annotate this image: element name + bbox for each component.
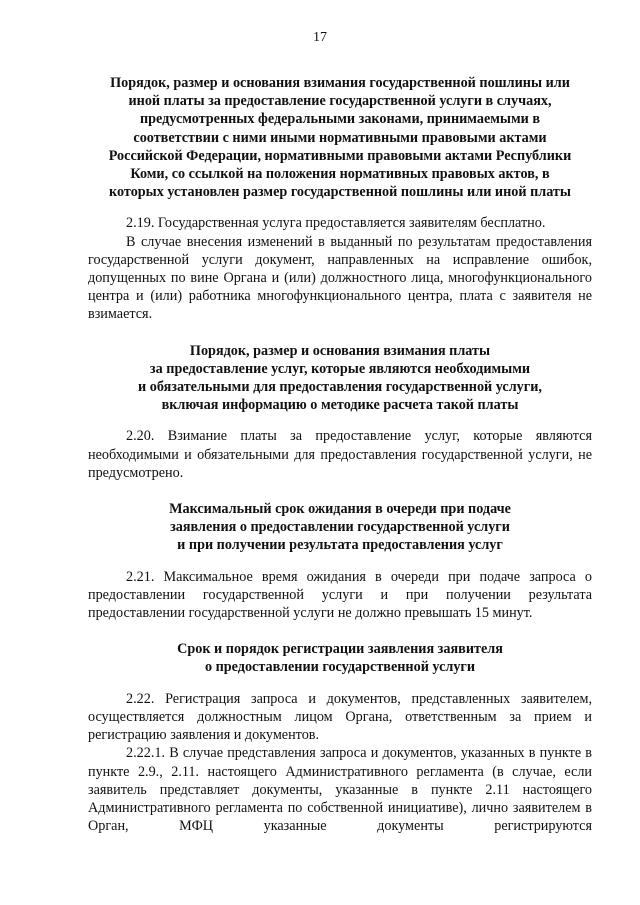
paragraph-2-22-1: 2.22.1. В случае представления запроса и документов, указанных в пункте в пункте 2.9., 2.11. настоящего Административного регламента (в случае, если заявитель представляет документы, указанные в пункте 2.11 настоящего Административного регламента по собственной инициативе), лично заявителем в Орган, МФЦ указанные документы регистрируются bbox=[88, 745, 592, 835]
paragraph-2-20: 2.20. Взимание платы за предоставление услуг, которые являются необходимыми и обязательными для предоставления государственной услуги, не предусмотрено. bbox=[88, 428, 592, 481]
heading-line: и обязательными для предоставления государственной услуги, bbox=[138, 379, 542, 396]
paragraph-2-19-correction: В случае внесения изменений в выданный по результатам предоставления государственной услуги документ, направленных на исправление ошибок, допущенных по вине Органа и (или) должностного лица, многофункционального центра и (или) работника многофункционального центра, плата с заявителя не взимается. bbox=[88, 233, 592, 323]
section-heading-registration bbox=[88, 640, 592, 676]
heading-line: Порядок, размер и основания взимания государственной пошлины или bbox=[110, 75, 570, 91]
section-heading-fee bbox=[88, 74, 592, 201]
heading-line: заявления о предоставлении государственной услуги bbox=[170, 519, 510, 536]
heading-line: Максимальный срок ожидания в очереди при подаче bbox=[169, 501, 511, 518]
heading-line: за предоставление услуг, которые являются необходимыми bbox=[149, 360, 531, 377]
page-number: 17 bbox=[313, 30, 327, 45]
heading-line: Порядок, размер и основания взимания платы bbox=[189, 342, 491, 359]
heading-line: и при получении результата предоставления услуг bbox=[177, 537, 503, 554]
heading-line: включая информацию о методике расчета такой платы bbox=[161, 397, 519, 414]
section-heading-service-fee bbox=[88, 342, 592, 415]
heading-line: предусмотренных федеральными законами, принимаемыми в bbox=[139, 111, 541, 128]
heading-line: соответствии с ними иными нормативными правовыми актами bbox=[133, 129, 547, 146]
heading-line: Срок и порядок регистрации заявления заявителя bbox=[177, 641, 503, 658]
document-body bbox=[88, 74, 592, 835]
heading-line: иной платы за предоставление государственной услуги в случаях, bbox=[128, 93, 552, 110]
heading-line: Российской Федерации, нормативными правовыми актами Республики bbox=[108, 147, 572, 164]
paragraph-2-19: 2.19. Государственная услуга предоставляется заявителям бесплатно. bbox=[126, 215, 546, 232]
heading-line: которых установлен размер государственной пошлины или иной платы bbox=[109, 184, 571, 201]
heading-line: Коми, со ссылкой на положения нормативных правовых актов, в bbox=[130, 166, 550, 183]
heading-line: о предоставлении государственной услуги bbox=[204, 659, 476, 676]
section-heading-queue-time bbox=[88, 500, 592, 555]
paragraph-2-22: 2.22. Регистрация запроса и документов, представленных заявителем, осуществляется должностным лицом Органа, ответственным за прием и регистрацию заявления и документов. bbox=[88, 690, 592, 744]
paragraph-2-21: 2.21. Максимальное время ожидания в очереди при подаче запроса о предоставлении государственной услуги и при получении результата предоставлении государственной услуги не должно превышать 15 минут. bbox=[88, 568, 592, 622]
